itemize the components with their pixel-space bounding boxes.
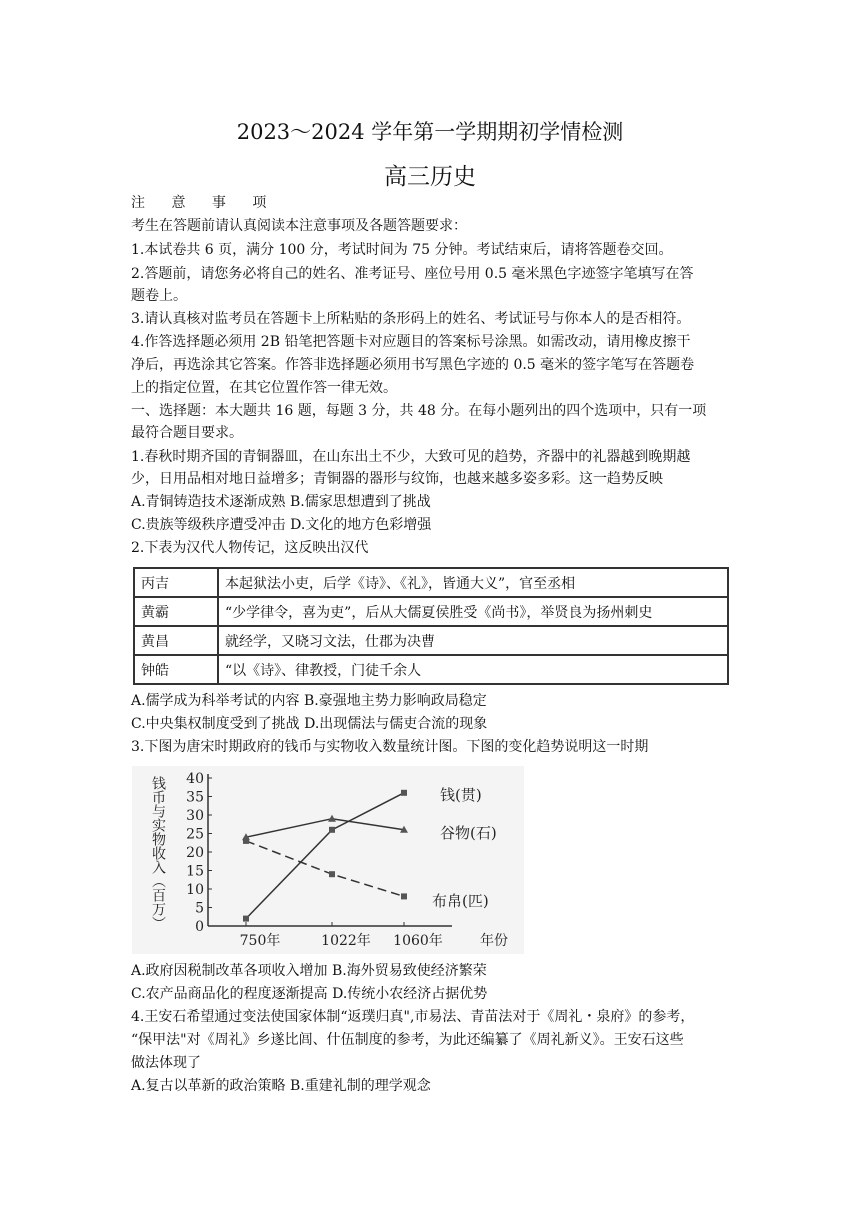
question-1-stem-line2: 少，日用品相对地日益增多；青铜器的器形与纹饰，也越来越多姿多彩。这一趋势反映 bbox=[131, 471, 663, 487]
question-4-stem-line1: 4.王安石希望通过变法使国家体制“返璞归真",市易法、青苗法对于《周礼・泉府》的参考， bbox=[131, 1009, 695, 1025]
data-point bbox=[329, 871, 335, 877]
series-line bbox=[246, 793, 404, 919]
notice-item-4-line2: 净后，再选涂其它答案。作答非选择题必须用书写黑色字迹的 0.5 毫米的签字笔写在答题卷 bbox=[131, 357, 695, 373]
notice-item-2-line1: 2.答题前，请您务必将自己的姓名、准考证号、座位号用 0.5 毫米黑色字迹签字笔填写在答 bbox=[131, 266, 694, 282]
question-4-options-ab: A.复古以革新的政治策略 B.重建礼制的理学观念 bbox=[131, 1078, 431, 1094]
x-axis-label: 年份 bbox=[480, 933, 508, 949]
series-line bbox=[246, 841, 404, 897]
series-line bbox=[246, 819, 404, 838]
x-tick-label: 1060年 bbox=[393, 933, 443, 949]
y-tick-label: 40 bbox=[186, 771, 204, 787]
person-name: 丙吉 bbox=[134, 568, 218, 597]
section-heading-line2: 最符合题目要求。 bbox=[131, 425, 243, 441]
person-description: 就经学，又晓习文法，仕郡为决曹 bbox=[218, 626, 728, 655]
question-3-stem: 3.下图为唐宋时期政府的钱币与实物收入数量统计图。下图的变化趋势说明这一时期 bbox=[131, 739, 649, 755]
table-row bbox=[134, 655, 728, 684]
notice-item-3: 3.请认真核对监考员在答题卡上所粘贴的条形码上的姓名、考试证号与你本人的是否相符。 bbox=[131, 311, 691, 327]
y-tick-label: 5 bbox=[195, 900, 204, 917]
notice-heading: 注 意 事 项 bbox=[131, 195, 278, 211]
notice-item-4-line3: 上的指定位置，在其它位置作答一律无效。 bbox=[131, 380, 397, 396]
table-row bbox=[134, 626, 728, 655]
y-tick-label: 25 bbox=[186, 826, 204, 843]
y-tick-label: 35 bbox=[186, 789, 204, 806]
y-tick-label: 0 bbox=[195, 919, 204, 935]
notice-intro: 考生在答题前请认真阅读本注意事项及各题答题要求： bbox=[131, 218, 467, 234]
data-point bbox=[328, 815, 336, 822]
question-2-stem: 2.下表为汉代人物传记，这反映出汉代 bbox=[131, 540, 369, 556]
revenue-line-chart bbox=[132, 766, 524, 954]
data-point bbox=[243, 838, 249, 844]
exam-subject: 高三历史 bbox=[384, 164, 476, 190]
data-point bbox=[401, 790, 407, 796]
y-tick-label: 30 bbox=[186, 808, 204, 824]
person-name: 黄昌 bbox=[134, 626, 218, 655]
question-1-stem-line1: 1.春秋时期齐国的青铜器皿，在山东出土不少，大致可见的趋势，齐器中的礼器越到晚期越 bbox=[131, 449, 691, 465]
question-4-stem-line2: “保甲法"对《周礼》乡遂比闾、什伍制度的参考，为此还编纂了《周礼新义》。王安石这些 bbox=[131, 1032, 684, 1048]
data-point bbox=[243, 916, 249, 922]
x-tick-label: 750年 bbox=[239, 933, 281, 949]
question-2-table bbox=[133, 567, 729, 685]
series-label: 布帛(匹) bbox=[432, 892, 489, 910]
series-label: 谷物(石) bbox=[440, 824, 497, 842]
y-tick-label: 20 bbox=[186, 845, 204, 861]
chart-canvas bbox=[132, 766, 524, 954]
person-name: 黄霸 bbox=[134, 597, 218, 626]
person-description: “少学律令，喜为吏”，后从大儒夏侯胜受《尚书》，举贤良为扬州刺史 bbox=[218, 597, 728, 626]
person-description: “以《诗》、律教授，门徒千余人 bbox=[218, 655, 728, 684]
question-2-options-cd: C.中央集权制度受到了挑战 D.出现儒法与儒吏合流的现象 bbox=[131, 716, 488, 732]
question-2-options-ab: A.儒学成为科举考试的内容 B.豪强地主势力影响政局稳定 bbox=[131, 693, 487, 709]
y-tick-label: 10 bbox=[186, 882, 204, 898]
table-row bbox=[134, 597, 728, 626]
question-4-stem-line3: 做法体现了 bbox=[131, 1055, 201, 1071]
data-point bbox=[329, 827, 335, 833]
person-description: 本起狱法小吏，后学《诗》、《礼》，皆通大义”，官至丞相 bbox=[218, 568, 728, 597]
question-3-options-cd: C.农产品商品化的程度逐渐提高 D.传统小农经济占据优势 bbox=[131, 986, 488, 1002]
question-1-options-cd: C.贵族等级秩序遭受冲击 D.文化的地方色彩增强 bbox=[131, 517, 432, 533]
y-axis-label: 钱币与实物收入（百万） bbox=[150, 776, 166, 930]
question-3-options-ab: A.政府因税制改革各项收入增加 B.海外贸易致使经济繁荣 bbox=[131, 963, 487, 979]
notice-item-4-line1: 4.作答选择题必须用 2B 铅笔把答题卡对应题目的答案标号涂黑。如需改动，请用橡皮擦干 bbox=[131, 334, 691, 350]
x-tick-label: 1022年 bbox=[321, 933, 371, 949]
notice-item-2-line2: 题卷上。 bbox=[131, 288, 187, 304]
series-label: 钱(贯) bbox=[440, 786, 482, 804]
y-tick-label: 15 bbox=[186, 863, 204, 880]
table-row bbox=[134, 568, 728, 597]
data-point bbox=[401, 893, 407, 899]
exam-title: 2023～2024 学年第一学期期初学情检测 bbox=[236, 120, 624, 144]
notice-item-1: 1.本试卷共 6 页，满分 100 分，考试时间为 75 分钟。考试结束后，请将答题卷交回。 bbox=[131, 242, 673, 258]
section-heading-line1: 一、选择题：本大题共 16 题，每题 3 分，共 48 分。在每小题列出的四个选项中，只有一项 bbox=[131, 403, 707, 419]
person-name: 钟皓 bbox=[134, 655, 218, 684]
question-1-options-ab: A.青铜铸造技术逐渐成熟 B.儒家思想遭到了挑战 bbox=[131, 494, 431, 510]
